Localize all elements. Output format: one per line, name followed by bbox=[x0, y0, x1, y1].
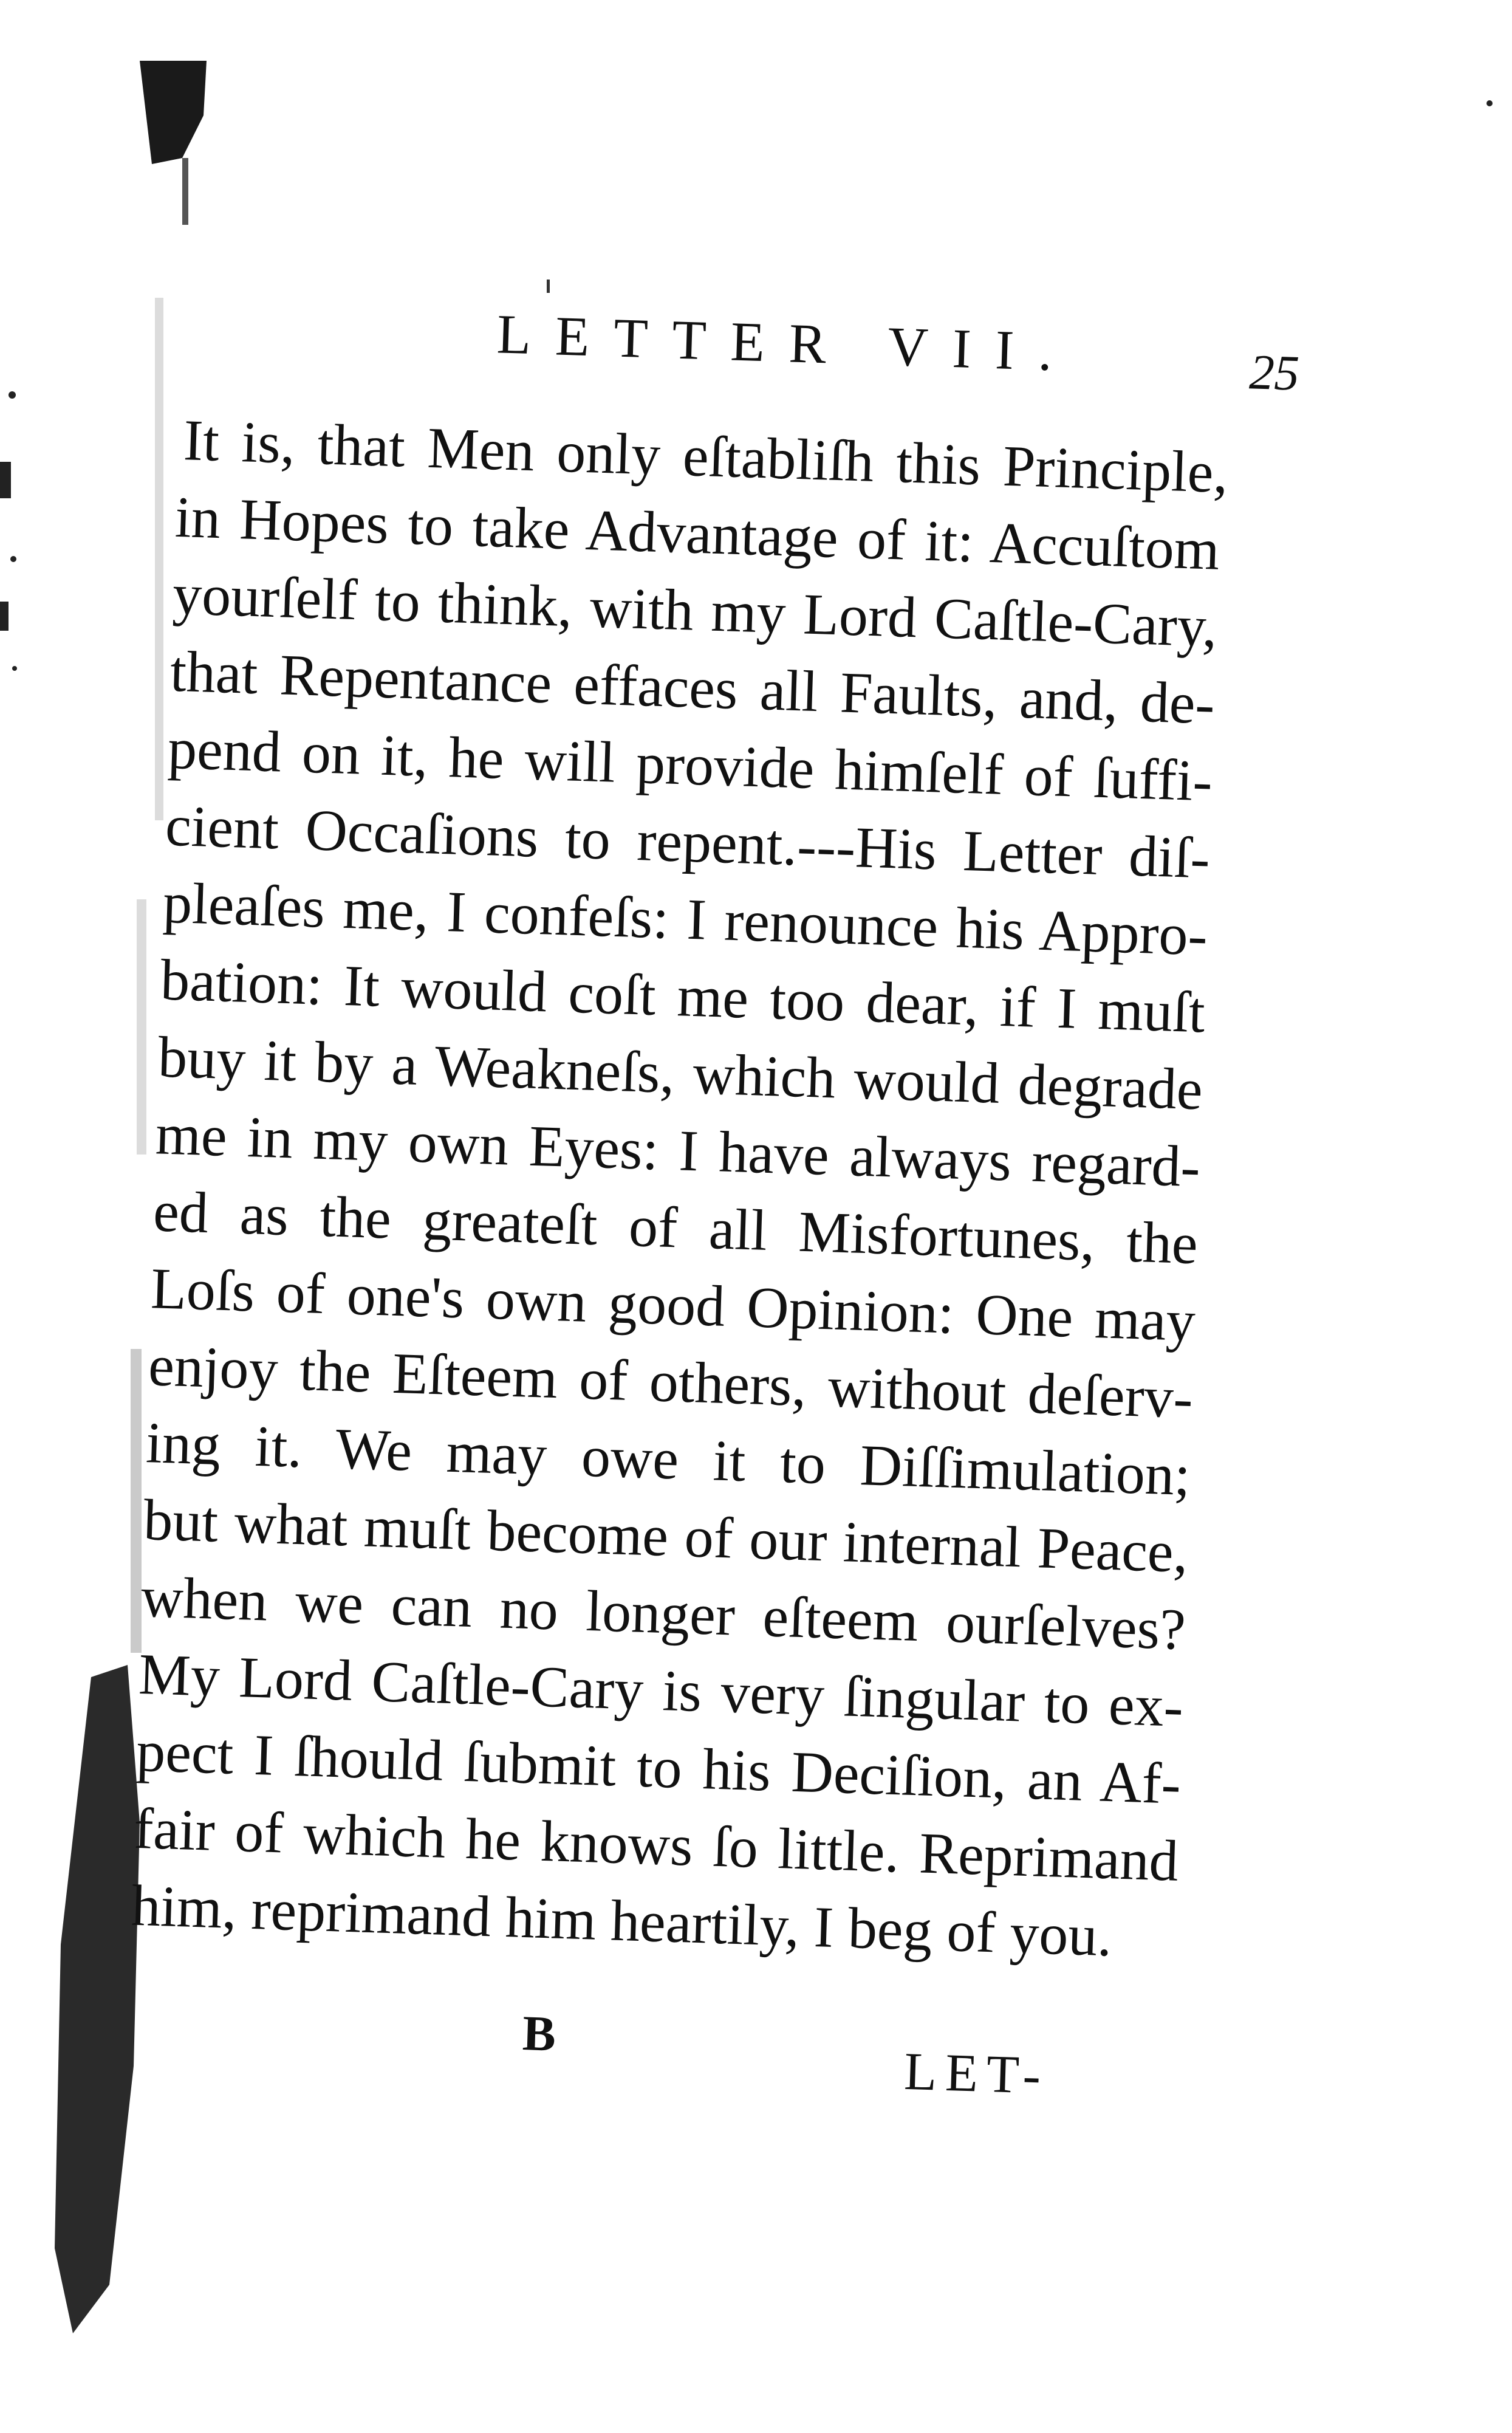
text-line: him, reprimand him heartily, I beg of you. bbox=[130, 1872, 1113, 1969]
gutter-speckle-3 bbox=[131, 1349, 142, 1653]
catchword: LET- bbox=[903, 2042, 1050, 2106]
text-line: ing it. We may owe it to Diſſimulation; bbox=[145, 1410, 1192, 1508]
left-margin-dot-3 bbox=[12, 666, 17, 671]
page-number: 25 bbox=[1248, 344, 1301, 401]
gutter-shadow-top bbox=[140, 61, 207, 164]
text-line: pend on it, he will provide himſelf of ſuffi- bbox=[166, 715, 1214, 814]
text-line: bation: It would coſt me too dear, if I muſt bbox=[159, 947, 1206, 1045]
gutter-shadow-bottom bbox=[55, 1665, 140, 2333]
text-line: yourſelf to think, with my Lord Caſtle-Cary, bbox=[171, 561, 1219, 659]
top-right-dot bbox=[1486, 100, 1493, 106]
text-line: enjoy the Eſteem of others, without deſerv- bbox=[147, 1333, 1194, 1431]
text-line: but what muſt become of our internal Peace, bbox=[142, 1487, 1189, 1585]
left-margin-dot-2 bbox=[10, 556, 16, 562]
text-line: pleaſes me, I confeſs: I renounce his Appro- bbox=[162, 870, 1209, 968]
text-line: My Lord Caſtle-Cary is very ſingular to ex- bbox=[137, 1641, 1185, 1739]
text-line: me in my own Eyes: I have always regard- bbox=[154, 1101, 1202, 1199]
text-line: buy it by a Weakneſs, which would degrade bbox=[157, 1024, 1204, 1122]
text-line: fair of which he knows ſo little. Reprimand bbox=[132, 1795, 1180, 1893]
left-margin-mark-1 bbox=[0, 462, 11, 498]
body-text bbox=[131, 401, 1333, 1980]
signature-mark: B bbox=[521, 2005, 557, 2062]
gutter-speckle-1 bbox=[155, 298, 163, 820]
left-margin-mark-2 bbox=[0, 602, 9, 631]
text-line: It is, that Men only eſtabliſh this Principle, bbox=[182, 407, 1230, 506]
left-margin-dot-1 bbox=[9, 391, 16, 399]
gutter-speckle-2 bbox=[137, 899, 146, 1155]
text-line: Loſs of one's own good Opinion: One may bbox=[149, 1255, 1197, 1354]
text-line: when we can no longer eſteem ourſelves? bbox=[140, 1563, 1187, 1662]
text-line: cient Occaſions to repent.---His Letter diſ- bbox=[164, 792, 1211, 891]
text-line: in Hopes to take Advantage of it: Accuſtom bbox=[174, 484, 1221, 582]
text-line: ed as the greateſt of all Misfortunes, the bbox=[152, 1178, 1199, 1277]
running-title: LETTER VII. bbox=[496, 303, 1078, 383]
page-text-block bbox=[126, 292, 1336, 2113]
top-center-tick bbox=[547, 280, 550, 293]
text-line: that Repentance effaces all Faults, and, de- bbox=[169, 638, 1216, 736]
text-line: pect I ſhould ſubmit to his Deciſion, an Af- bbox=[135, 1718, 1182, 1816]
gutter-streak-upper bbox=[182, 158, 188, 225]
